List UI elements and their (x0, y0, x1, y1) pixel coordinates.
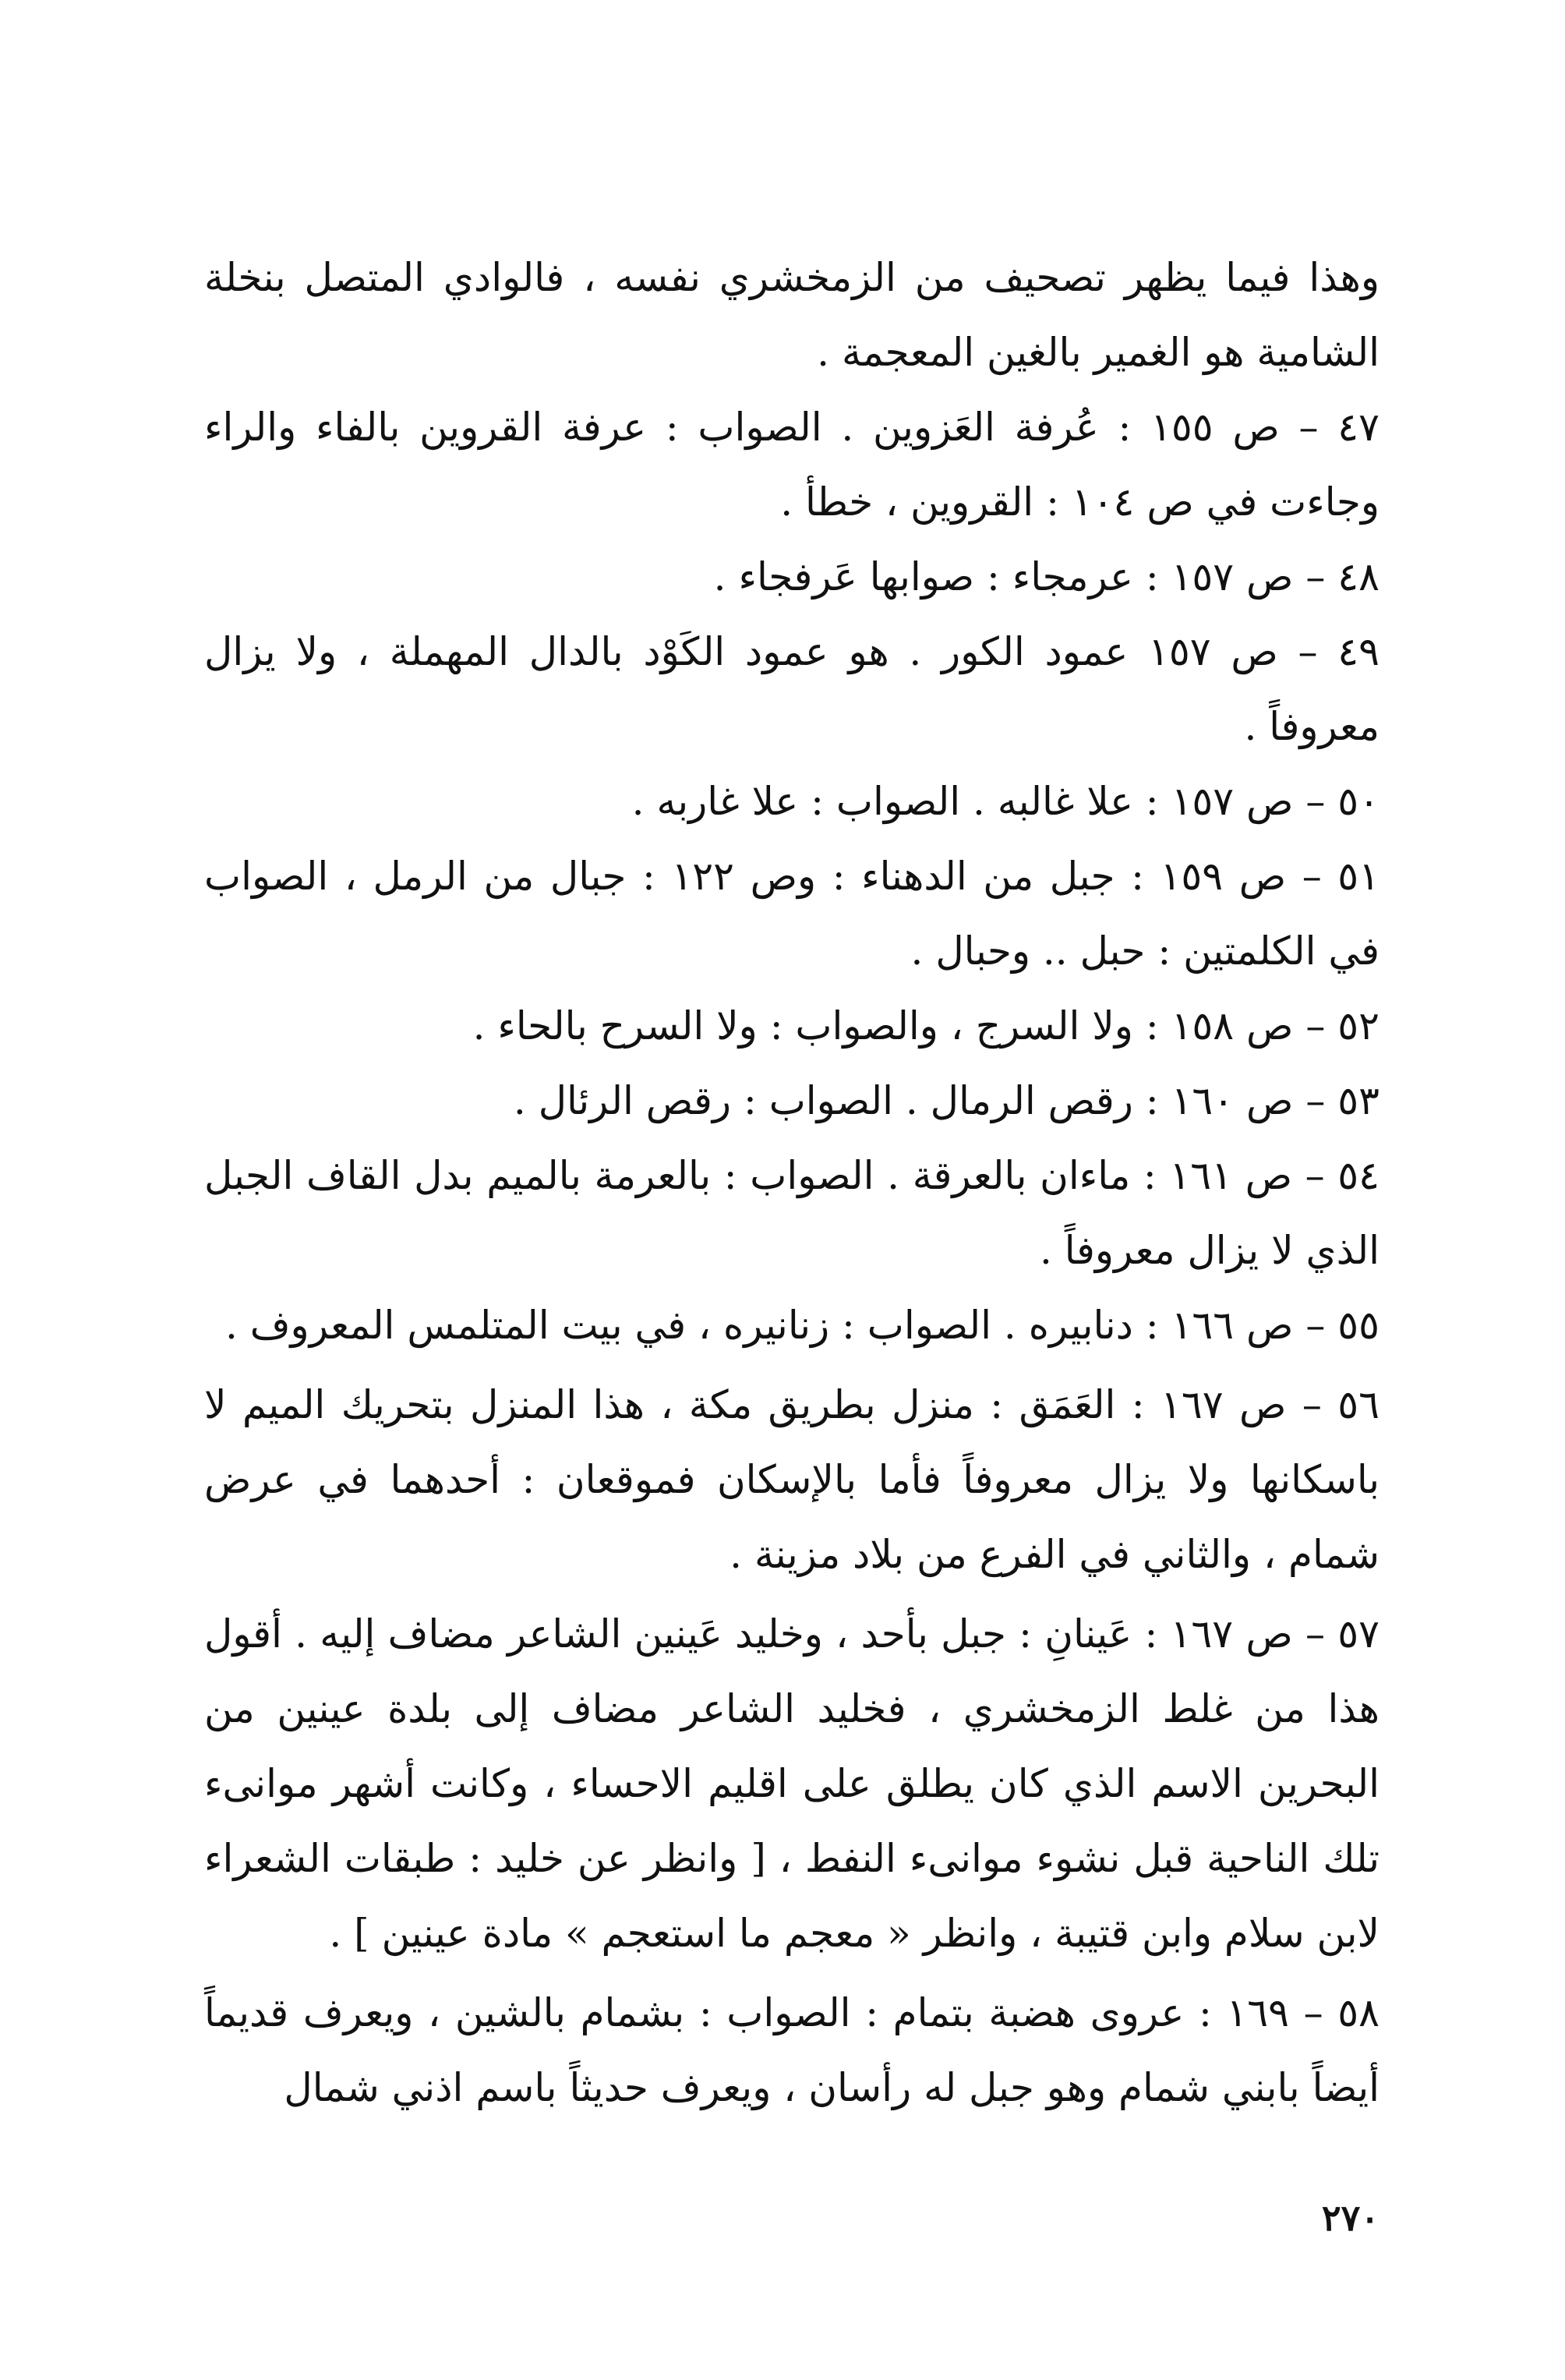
main-text (204, 240, 1380, 2125)
entry-47: ٤٧ – ص ١٥٥ : عُرفة العَزوين . الصواب : عرفة القروين بالفاء والراء وجاءت في ص ١٠٤ : القروين ، خطأ . (204, 405, 1380, 525)
entry-50: ٥٠ – ص ١٥٧ : علا غالبه . الصواب : علا غاربه . (631, 779, 1380, 824)
entry-51: ٥١ – ص ١٥٩ : جبل من الدهناء : وص ١٢٢ : جبال من الرمل ، الصواب في الكلمتين : حبل .. وحبال . (204, 854, 1380, 974)
entry-53: ٥٣ – ص ١٦٠ : رقص الرمال . الصواب : رقص الرئال . (513, 1078, 1380, 1123)
entry-49: ٤٩ – ص ١٥٧ عمود الكور . هو عمود الكَوْد بالدال المهملة ، ولا يزال معروفاً . (204, 629, 1380, 749)
entry-57: ٥٧ – ص ١٦٧ : عَينانِ : جبل بأحد ، وخليد عَينين الشاعر مضاف إليه . أقول هذا من غلط الزمخشري ، فخليد الشاعر مضاف إلى بلدة عينين من البحرين الاسم الذي كان يطلق على اقليم الاحساء ، وكانت أشهر موانىء تلك الناحية قبل نشوء موانىء النفط ، [ وانظر عن خليد : طبقات الشعراء لابن سلام وابن قتيبة ، وانظر « معجم ما استعجم » مادة عينين ] . (204, 1611, 1380, 1956)
entry-55: ٥٥ – ص ١٦٦ : دنابيره . الصواب : زنانيره ، في بيت المتلمس المعروف . (224, 1303, 1380, 1348)
entry-48: ٤٨ – ص ١٥٧ : عرمجاء : صوابها عَرفجاء . (713, 554, 1380, 599)
page-number: ٢٧٠ (1321, 2197, 1380, 2239)
paragraph-intro: وهذا فيما يظهر تصحيف من الزمخشري نفسه ، فالوادي المتصل بنخلة الشامية هو الغمير بالغين المعجمة . (204, 255, 1380, 375)
entry-52: ٥٢ – ص ١٥٨ : ولا السرج ، والصواب : ولا السرح بالحاء . (472, 1003, 1380, 1049)
entry-58: ٥٨ – ١٦٩ : عروى هضبة بتمام : الصواب : بشمام بالشين ، ويعرف قديماً أيضاً بابني شمام وهو جبل له رأسان ، ويعرف حديثاً باسم اذني شمال (204, 1990, 1380, 2110)
entry-54: ٥٤ – ص ١٦١ : ماءان بالعرقة . الصواب : بالعرمة بالميم بدل القاف الجبل الذي لا يزال معروفاً . (204, 1153, 1380, 1273)
entry-56: ٥٦ – ص ١٦٧ : العَمَق : منزل بطريق مكة ، هذا المنزل بتحريك الميم لا باسكانها ولا يزال معروفاً فأما بالإسكان فموقعان : أحدهما في عرض شمام ، والثاني في الفرع من بلاد مزينة . (204, 1382, 1380, 1577)
